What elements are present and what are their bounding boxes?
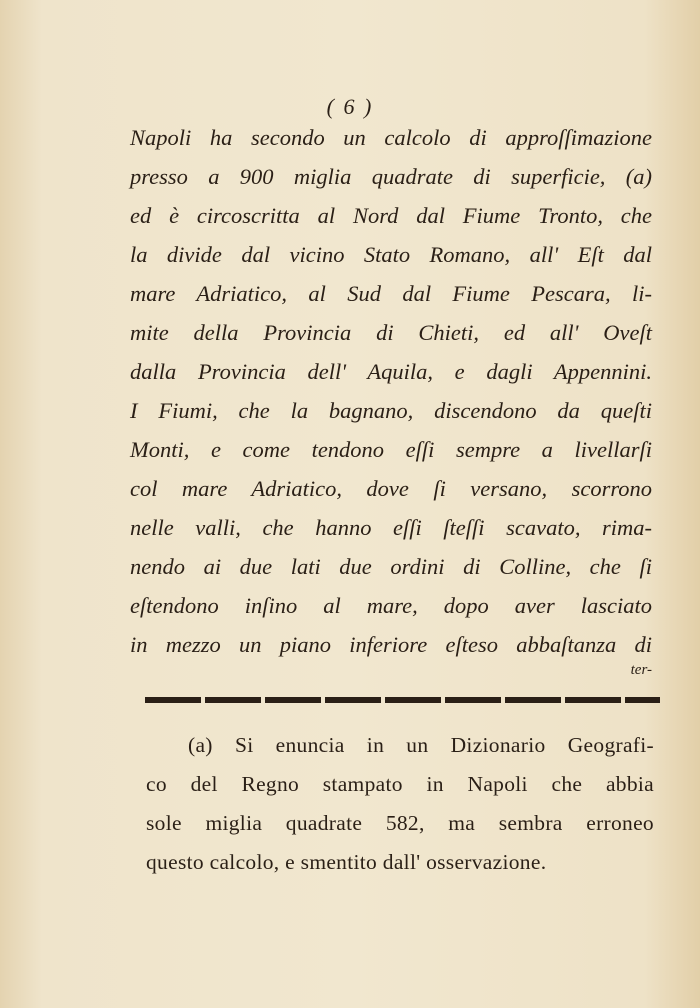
text-line: eſtendono inſino al mare, dopo aver lasciato xyxy=(130,593,652,618)
footnote-separator-rule xyxy=(145,697,660,703)
text-line: Monti, e come tendono eſſi sempre a livellarſi xyxy=(130,437,652,462)
text-line: mite della Provincia di Chieti, ed all' Oveſt xyxy=(130,320,652,345)
text-line: Napoli ha secondo un calcolo di approſſimazione xyxy=(130,125,652,150)
catchword: ter- xyxy=(630,662,652,678)
text-line: ed è circoscritta al Nord dal Fiume Tronto, che xyxy=(130,203,652,228)
text-line: la divide dal vicino Stato Romano, all' Eſt dal xyxy=(130,242,652,267)
footnote-line: (a) Si enuncia in un Dizionario Geografi- xyxy=(188,733,654,757)
text-line: nelle valli, che hanno eſſi ſteſſi scavato, rima- xyxy=(130,515,652,540)
footnote-line: co del Regno stampato in Napoli che abbia xyxy=(146,772,654,796)
footnote-line: questo calcolo, e smentito dall' osservazione. xyxy=(146,850,547,874)
text-line: presso a 900 miglia quadrate di superficie, (a) xyxy=(130,164,652,189)
text-line: nendo ai due lati due ordini di Colline, che ſi xyxy=(130,554,652,579)
footnote-line: sole miglia quadrate 582, ma sembra erroneo xyxy=(146,811,654,835)
main-text-block xyxy=(130,118,652,664)
footnote-block xyxy=(146,726,654,882)
text-line: in mezzo un piano inferiore eſteso abbaſtanza di xyxy=(130,632,652,657)
text-line: I Fiumi, che la bagnano, discendono da queſti xyxy=(130,398,652,423)
text-line: dalla Provincia dell' Aquila, e dagli Appennini. xyxy=(130,359,652,384)
page-number: ( 6 ) xyxy=(326,94,374,119)
text-line: col mare Adriatico, dove ſi versano, scorrono xyxy=(130,476,652,501)
text-line: mare Adriatico, al Sud dal Fiume Pescara, li- xyxy=(130,281,652,306)
